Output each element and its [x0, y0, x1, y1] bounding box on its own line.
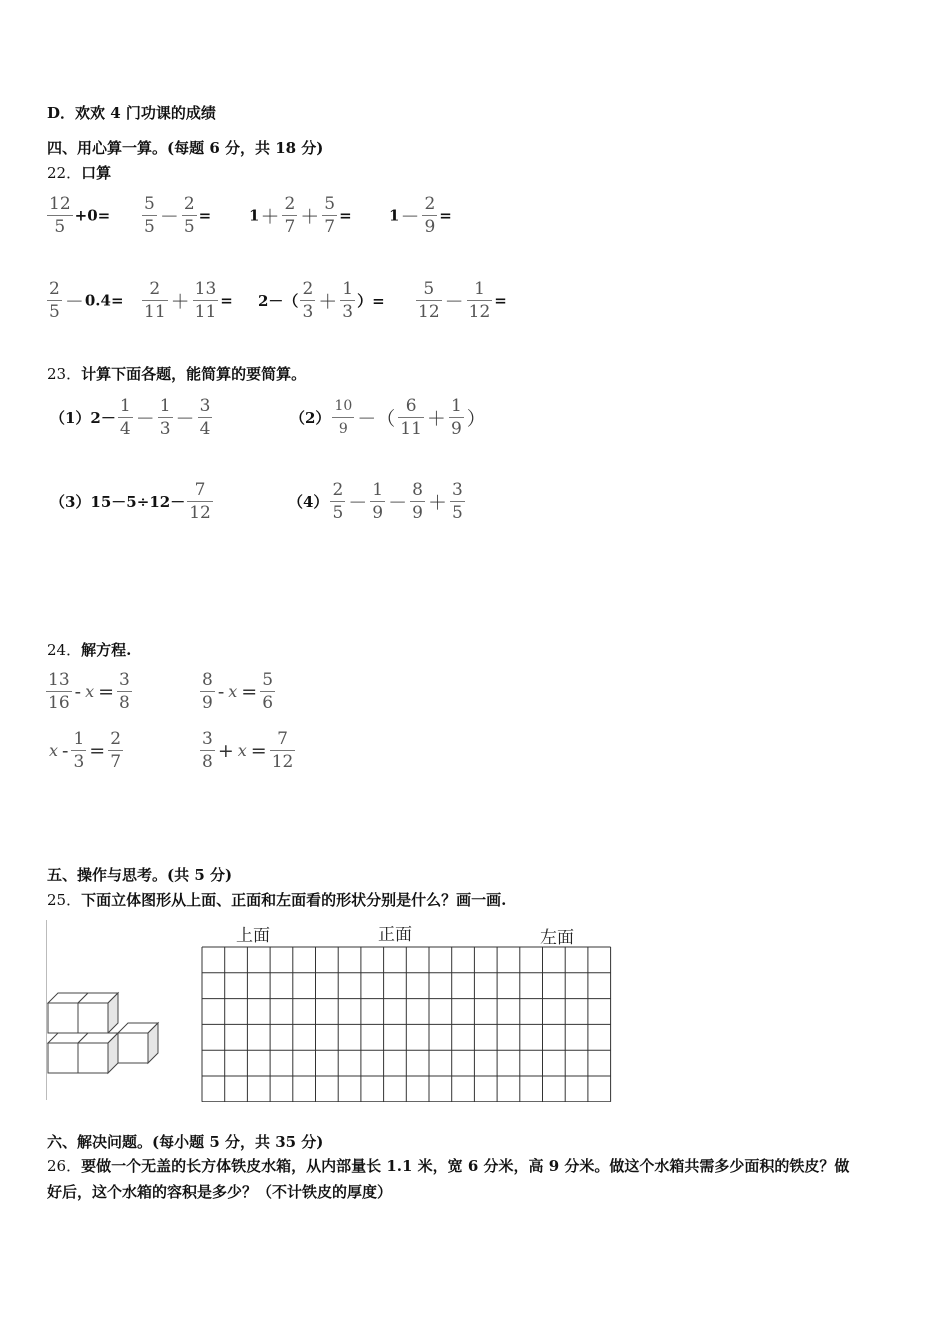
fraction: $\frac{2}{7}$	[110, 729, 122, 772]
operator: -	[217, 680, 225, 703]
operator: ＋	[426, 408, 446, 430]
operator: ＋	[300, 206, 320, 228]
fraction: $\frac{3}{8}$	[119, 670, 130, 713]
fraction: $\frac{2}{3}$	[302, 279, 314, 322]
operator: －	[348, 492, 368, 514]
drawing-grid[interactable]	[201, 946, 613, 1102]
q22-item-5	[45, 279, 124, 333]
fraction: $\frac{5}{5}$	[144, 194, 155, 237]
grid-label-left: 左面	[540, 928, 574, 948]
operator: =	[250, 739, 267, 762]
operator: -	[74, 680, 82, 703]
q25-number: 25．	[47, 891, 82, 909]
problem-label: （3）15－5÷12－	[50, 493, 186, 511]
q23-problem-2	[290, 396, 487, 450]
fraction: $\frac{1}{9}$	[450, 396, 462, 439]
q22-item-8	[414, 279, 507, 333]
operator: －	[388, 492, 408, 514]
problem-label: （4）	[288, 493, 329, 511]
q22-number: 22．	[47, 164, 82, 182]
fraction: $\frac{1}{3}$	[73, 729, 85, 772]
fraction: $\frac{3}{4}$	[199, 396, 211, 439]
fraction: $\frac{8}{9}$	[202, 670, 213, 713]
fraction: $\frac{7}{12}$	[271, 729, 294, 772]
variable: x	[228, 682, 238, 701]
q22-header	[47, 162, 111, 183]
operator: ）	[466, 408, 486, 430]
option-d: D．欢欢 4 门功课的成绩	[47, 104, 216, 122]
expr-tail: =	[220, 291, 233, 310]
q23-number: 23．	[47, 365, 82, 383]
cube-stack-figure	[44, 990, 164, 1080]
operator: =	[98, 680, 115, 703]
section6-heading: 六、解决问题。(每小题 5 分，共 35 分)	[47, 1133, 324, 1151]
operator: ＋	[170, 291, 190, 313]
fraction: $\frac{1}{9}$	[372, 480, 384, 523]
variable: x	[85, 682, 95, 701]
section4-heading: 四、用心算一算。(每题 6 分，共 18 分)	[47, 139, 324, 157]
fraction: $\frac{3}{8}$	[202, 729, 213, 772]
expr-tail: =	[494, 291, 507, 310]
fraction: $\frac{6}{11}$	[400, 396, 422, 439]
q24-number: 24．	[47, 641, 82, 659]
fraction: $\frac{1}{3}$	[342, 279, 354, 322]
q22-item-2	[140, 194, 211, 248]
q23-problem-4	[288, 480, 467, 534]
q22-title: 口算	[81, 164, 112, 182]
fraction: $\frac{13}{11}$	[194, 279, 217, 322]
fraction: $\frac{13}{16}$	[48, 670, 70, 713]
expr-prefix: 1	[389, 206, 400, 225]
operator: -	[62, 739, 69, 762]
q23-header	[47, 363, 306, 384]
q23-problem-1	[50, 396, 214, 450]
operator: －	[175, 408, 195, 430]
grid-label-front: 正面	[378, 925, 412, 945]
expr-tail: 0.4=	[84, 291, 124, 310]
operator: －	[400, 206, 420, 228]
operator: －	[64, 291, 84, 313]
expr-prefix: 1	[249, 206, 260, 225]
q24-header	[47, 639, 131, 660]
expr-tail: =	[439, 206, 452, 225]
fraction: $\frac{5}{6}$	[262, 670, 274, 713]
fraction: $\frac{10}{9}$	[334, 398, 353, 437]
variable: x	[237, 741, 247, 760]
q23-title: 计算下面各题，能简算的要简算。	[81, 365, 307, 383]
operator: －	[444, 291, 464, 313]
fraction: $\frac{5}{7}$	[324, 194, 336, 237]
fraction: $\frac{1}{4}$	[119, 396, 131, 439]
q23-problem-3	[50, 480, 215, 534]
q24-equation-4	[198, 729, 297, 783]
q22-item-1	[45, 194, 110, 248]
fraction: $\frac{5}{12}$	[418, 279, 440, 322]
fraction: $\frac{1}{12}$	[468, 279, 491, 322]
fraction: $\frac{3}{5}$	[451, 480, 463, 523]
q22-item-4	[389, 194, 452, 248]
q24-equation-3	[46, 729, 125, 783]
fraction: $\frac{2}{7}$	[284, 194, 296, 237]
cube-face	[48, 1043, 78, 1073]
q26-line-2: 好后，这个水箱的容积是多少？（不计铁皮的厚度）	[47, 1183, 393, 1201]
cube-face	[78, 1003, 108, 1033]
fraction: $\frac{7}{12}$	[189, 480, 211, 523]
q25-text: 下面立体图形从上面、正面和左面看的形状分别是什么？画一画.	[81, 891, 507, 909]
q26-number: 26．	[47, 1157, 82, 1175]
expr-tail: =	[339, 206, 352, 225]
operator: =	[241, 680, 258, 703]
operator: －（	[357, 408, 396, 430]
cube-face	[118, 1033, 148, 1063]
fraction: $\frac{12}{5}$	[49, 194, 71, 237]
fraction: $\frac{2}{5}$	[49, 279, 60, 322]
variable: x	[49, 741, 59, 760]
operator: ＋	[427, 492, 447, 514]
fraction: $\frac{8}{9}$	[412, 480, 423, 523]
operator: ＋	[260, 206, 280, 228]
expr-tail: ）=	[357, 292, 385, 310]
fraction: $\frac{2}{11}$	[144, 279, 166, 322]
q22-item-7	[258, 279, 385, 333]
grid-label-top: 上面	[236, 926, 270, 946]
q24-equation-2	[198, 670, 277, 724]
cube-face	[48, 1003, 78, 1033]
fraction: $\frac{2}{5}$	[183, 194, 195, 237]
expr-tail: =	[198, 206, 212, 225]
q26-text-1: 要做一个无盖的长方体铁皮水箱，从内部量长 1.1 米，宽 6 分米，高 9 分米。做这个水箱共需多少面积的铁皮？做	[81, 1157, 850, 1175]
problem-label: （2）	[290, 409, 331, 427]
q24-title: 解方程.	[81, 641, 132, 659]
expr-tail: +0=	[74, 206, 111, 225]
cube-face	[78, 1043, 108, 1073]
q24-equation-1	[44, 670, 134, 724]
operator: =	[89, 739, 106, 762]
q25-header	[47, 889, 506, 910]
operator: +	[217, 739, 234, 762]
expr-prefix: 2－（	[258, 292, 299, 310]
q22-item-6	[140, 279, 233, 333]
operator: ＋	[318, 291, 338, 313]
problem-label: （1）2－	[50, 409, 116, 427]
operator: －	[135, 408, 155, 430]
operator: －	[159, 206, 179, 228]
fraction: $\frac{1}{3}$	[159, 396, 171, 439]
fraction: $\frac{2}{5}$	[332, 480, 344, 523]
section5-heading: 五、操作与思考。(共 5 分)	[47, 866, 233, 884]
q22-item-3	[249, 194, 352, 248]
fraction: $\frac{2}{9}$	[424, 194, 436, 237]
q26-line-1	[47, 1155, 849, 1176]
